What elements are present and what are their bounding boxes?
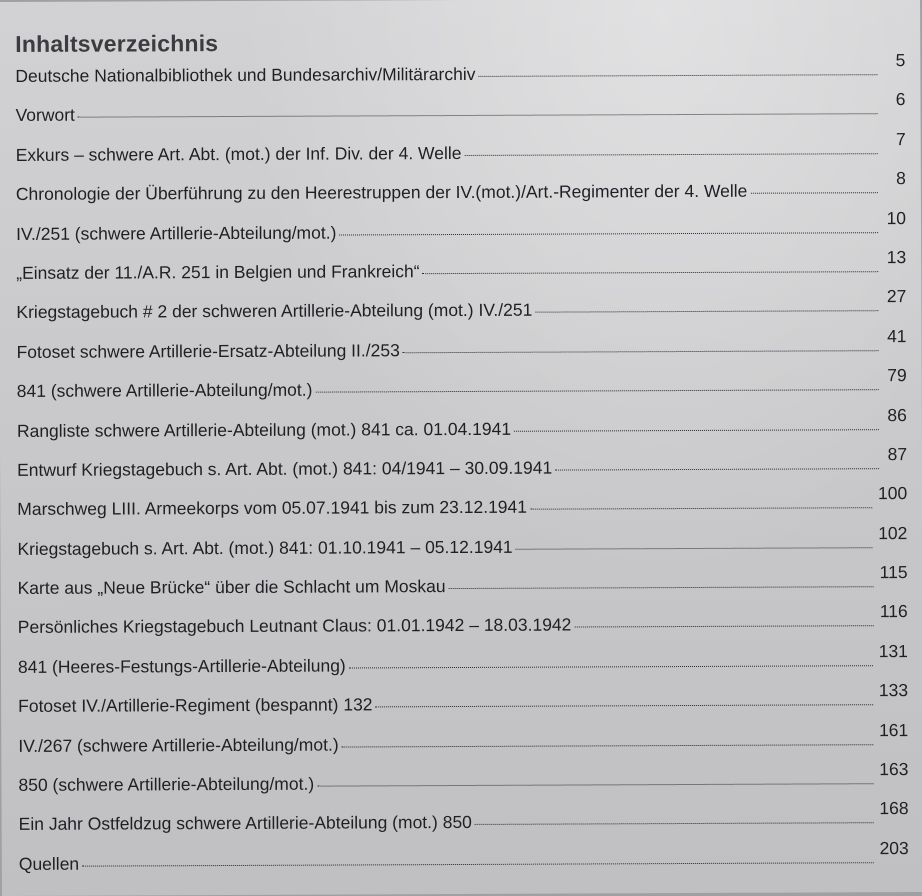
dot-leader [464,153,877,156]
toc-entry-title: Marschweg LIII. Armeekorps vom 05.07.1941 bis zum 23.12.1941 [17,497,528,520]
toc-entry-title: Ein Jahr Ostfeldzug schwere Artillerie-Abteilung (mot.) 850 [18,812,472,835]
toc-entry [18,798,909,845]
toc-page-number: 10 [886,207,907,228]
toc-entry [18,719,909,767]
dot-leader [339,232,878,235]
toc-page-number: 163 [879,759,909,780]
toc-entry-title: Vorwort [15,105,75,126]
dot-leader [78,114,878,118]
toc-page-number: 100 [877,483,908,504]
dot-leader [315,389,878,392]
toc-page-number: 87 [887,443,908,465]
page-title: Inhaltsverzeichnis [15,30,219,57]
toc-entry [15,89,906,136]
toc-page-number: 116 [879,601,908,622]
dot-leader [514,429,879,432]
table-of-contents [15,50,909,885]
dot-leader [82,862,873,866]
toc-page-number: 8 [896,168,906,189]
toc-entry-title: Fotoset IV./Artillerie-Regiment (bespannt) 132 [18,694,373,717]
toc-entry-title: Fotoset schwere Artillerie-Ersatz-Abteilung II./253 [16,340,400,362]
toc-page-number: 86 [887,404,907,425]
toc-entry-title: 850 (schwere Artillerie-Abteilung/mot.) [18,773,315,795]
toc-entry [15,50,906,97]
dot-leader [449,586,874,589]
dot-leader [574,626,873,628]
toc-entry-title: Kriegstagebuch s. Art. Abt. (mot.) 841: 01.10.1941 – 05.12.1941 [17,536,513,559]
dot-leader [317,783,873,786]
toc-entry [17,522,908,570]
toc-entry-title: Karte aus „Neue Brücke“ über die Schlacht um Moskau [17,576,446,599]
dot-leader [535,311,878,313]
dot-leader [342,744,873,747]
toc-entry [15,128,906,176]
toc-entry-title: 841 (schwere Artillerie-Abteilung/mot.) [16,379,313,402]
dot-leader [376,704,873,707]
toc-entry [16,247,907,294]
toc-entry-title: Exkurs – schwere Art. Abt. (mot.) der Inf. Div. der 4. Welle [15,142,462,165]
toc-entry-title: Entwurf Kriegstagebuch s. Art. Abt. (mot.) 841: 04/1941 – 30.09.1941 [17,457,553,480]
toc-entry-title: Chronologie der Überführung zu den Heerestruppen der IV.(mot.)/Art.-Regimenter der 4. Welle [15,180,748,205]
toc-page-number: 133 [878,680,909,701]
toc-entry-title: IV./267 (schwere Artillerie-Abteilung/mot.) [18,734,339,756]
dot-leader [750,192,878,194]
toc-entry [18,759,909,806]
toc-entry-title: IV./251 (schwere Artillerie-Abteilung/mot.) [16,222,337,244]
toc-entry [17,640,908,688]
toc-entry [15,168,906,215]
toc-entry [17,562,908,609]
toc-entry-title: Persönliches Kriegstagebuch Leutnant Claus: 01.01.1942 – 18.03.1942 [17,614,572,638]
dot-leader [530,508,872,510]
toc-page-number: 6 [895,89,906,110]
toc-entry-title: 841 (Heeres-Festungs-Artillerie-Abteilung) [17,655,346,677]
toc-entry-title: Kriegstagebuch # 2 der schweren Artillerie-Abteilung (mot.) IV./251 [16,300,533,323]
toc-entry [16,325,907,373]
toc-page-number: 13 [886,247,907,268]
dot-leader [555,468,879,470]
toc-entry [16,365,907,412]
toc-entry [18,837,909,885]
toc-entry [16,286,907,333]
toc-page-number: 115 [879,562,908,583]
toc-page-number: 41 [887,325,907,346]
toc-entry [17,483,908,530]
toc-entry-title: „Einsatz der 11./A.R. 251 in Belgien und Frankreich“ [16,261,420,283]
toc-page-number: 7 [895,128,906,149]
toc-entry-title: Rangliste schwere Artillerie-Abteilung (mot.) 841 ca. 01.04.1941 [16,418,512,441]
toc-page-number: 131 [878,640,908,662]
toc-entry [17,601,908,649]
dot-leader [478,74,877,77]
dot-leader [349,665,873,668]
toc-page-number: 203 [879,837,909,858]
dot-leader [516,547,873,550]
toc-page-number: 161 [878,719,909,740]
toc-entry [16,404,907,452]
dot-leader [475,823,874,826]
toc-page-number: 27 [886,286,907,307]
toc-entry [17,443,908,491]
toc-entry [18,680,909,727]
toc-entry-title: Quellen [18,853,80,874]
toc-entry [16,207,907,255]
toc-entry-title: Deutsche Nationalbibliothek und Bundesarchiv/Militärarchiv [15,63,476,86]
dot-leader [403,350,879,353]
toc-page-number: 102 [878,522,908,543]
toc-page-number: 79 [887,365,907,386]
dot-leader [423,271,879,274]
toc-page-number: 5 [895,50,906,71]
toc-page-number: 168 [879,798,909,819]
